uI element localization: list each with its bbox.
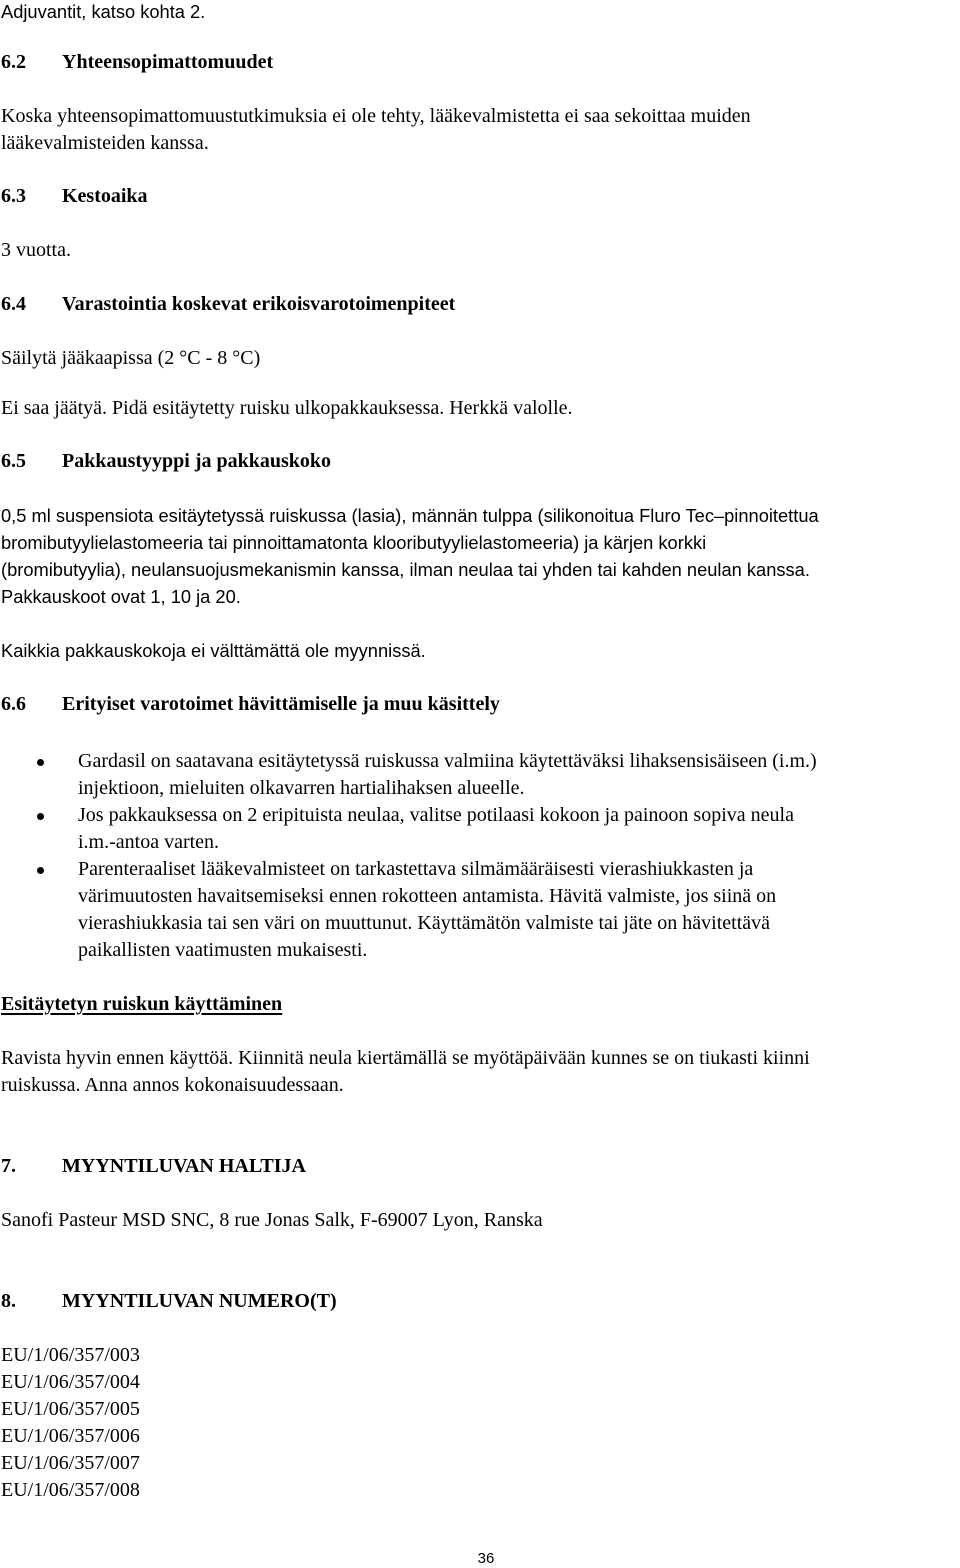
handling-bullet-list (1, 748, 957, 964)
syringe-use-title: Esitäytetyn ruiskun käyttäminen (1, 993, 283, 1015)
bullet-text-line: Jos pakkauksessa on 2 eripituista neulaa, valitse potilaasi kokoon ja painoon sopiva neula (78, 804, 794, 826)
section-6-4-heading (1, 291, 957, 318)
section-title: Varastointia koskevat erikoisvarotoimenpiteet (62, 293, 456, 315)
section-title: Erityiset varotoimet hävittämiselle ja muu käsittely (62, 693, 500, 715)
section-7-heading (1, 1153, 957, 1180)
syringe-use-text-line2: ruiskussa. Anna annos kokonaisuudessaan. (1, 1074, 344, 1096)
section-number: 6.2 (1, 51, 26, 73)
section-number: 8. (1, 1290, 16, 1312)
bullet-icon (37, 759, 44, 766)
section-number: 7. (1, 1155, 16, 1177)
section-title: MYYNTILUVAN NUMERO(T) (62, 1290, 337, 1312)
section-6-6-heading (1, 691, 957, 718)
section-number: 6.5 (1, 450, 26, 472)
bullet-text-line: värimuutosten havaitsemiseksi ennen rokotteen antamista. Hävitä valmiste, jos siinä on (78, 885, 777, 907)
bullet-text-line: paikallisten vaatimusten mukaisesti. (78, 939, 368, 961)
authorisation-number: EU/1/06/357/006 (1, 1425, 140, 1447)
packaging-note: Kaikkia pakkauskokoja ei välttämättä ole myynnissä. (1, 640, 426, 661)
authorisation-number: EU/1/06/357/004 (1, 1371, 140, 1393)
bullet-text-line: injektioon, mieluiten olkavarren hartialihaksen alueelle. (78, 777, 525, 799)
bullet-text-line: Parenteraaliset lääkevalmisteet on tarkastettava silmämääräisesti vierashiukkasten ja (78, 858, 754, 880)
authorisation-number-list (1, 1342, 957, 1504)
section-8-heading (1, 1288, 957, 1315)
section-number: 6.3 (1, 185, 26, 207)
section-6-3-heading (1, 183, 957, 210)
section-6-2-heading (1, 49, 957, 76)
section-title: Yhteensopimattomuudet (62, 51, 274, 73)
bullet-text-line: vierashiukkasia tai sen väri on muuttunut. Käyttämätön valmiste tai jäte on hävitettävä (78, 912, 771, 934)
page-number: 36 (477, 1550, 495, 1567)
section-6-4-text1: Säilytä jääkaapissa (2 °C - 8 °C) (1, 347, 261, 369)
packaging-text-line4: Pakkauskoot ovat 1, 10 ja 20. (1, 586, 241, 607)
packaging-text-line1: 0,5 ml suspensiota esitäytetyssä ruiskussa (lasia), männän tulppa (silikonoitua Fluro Tec–pinnoitettua (1, 505, 819, 526)
syringe-use-text-line1: Ravista hyvin ennen käyttöä. Kiinnitä neula kiertämällä se myötäpäivään kunnes se on tiukasti kiinni (1, 1047, 810, 1069)
adjuvants-line: Adjuvantit, katso kohta 2. (1, 1, 206, 22)
section-6-2-text-line2: lääkevalmisteiden kanssa. (1, 132, 209, 154)
section-number: 6.6 (1, 693, 26, 715)
authorisation-number: EU/1/06/357/005 (1, 1398, 140, 1420)
document-page (1, 0, 957, 1504)
packaging-text-line2: bromibutyylielastomeeria tai pinnoittamatonta klooributyylielastomeeria) ja kärjen korkki (1, 532, 707, 553)
authorisation-number: EU/1/06/357/007 (1, 1452, 140, 1474)
bullet-icon (37, 867, 44, 874)
section-6-5-heading (1, 448, 957, 475)
list-item (1, 748, 957, 802)
section-number: 6.4 (1, 293, 26, 315)
authorisation-number: EU/1/06/357/008 (1, 1479, 140, 1501)
section-title: Pakkaustyyppi ja pakkauskoko (62, 450, 332, 472)
bullet-icon (37, 813, 44, 820)
section-title: MYYNTILUVAN HALTIJA (62, 1155, 306, 1177)
authorisation-number: EU/1/06/357/003 (1, 1344, 140, 1366)
bullet-text-line: i.m.-antoa varten. (78, 831, 220, 853)
section-title: Kestoaika (62, 185, 148, 207)
list-item (1, 856, 957, 964)
packaging-text-line3: (bromibutyylia), neulansuojusmekanismin kanssa, ilman neulaa tai yhden tai kahden neulan kanssa. (1, 559, 810, 580)
marketing-holder-text: Sanofi Pasteur MSD SNC, 8 rue Jonas Salk, F-69007 Lyon, Ranska (1, 1209, 543, 1231)
bullet-text-line: Gardasil on saatavana esitäytetyssä ruiskussa valmiina käytettäväksi lihaksensisäiseen (i.m.) (78, 750, 817, 772)
section-6-4-text2: Ei saa jäätyä. Pidä esitäytetty ruisku ulkopakkauksessa. Herkkä valolle. (1, 397, 573, 419)
list-item (1, 802, 957, 856)
section-6-2-text-line1: Koska yhteensopimattomuustutkimuksia ei ole tehty, lääkevalmistetta ei saa sekoittaa muiden (1, 105, 751, 127)
section-6-3-text: 3 vuotta. (1, 239, 71, 261)
